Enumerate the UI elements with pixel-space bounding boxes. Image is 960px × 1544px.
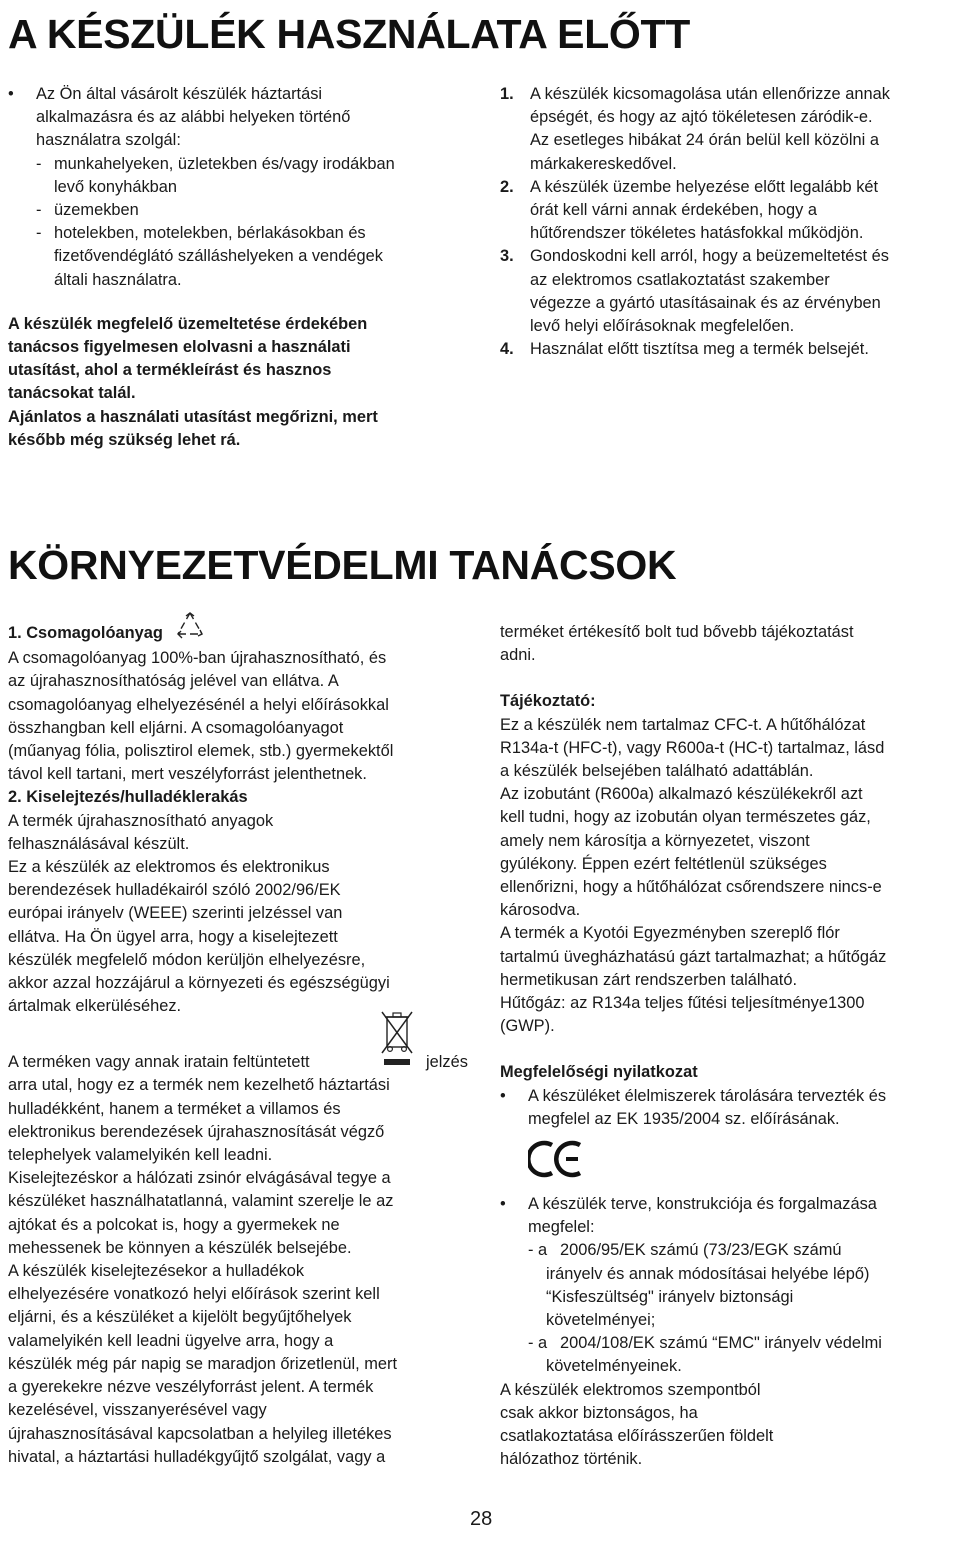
text-line: munkahelyeken, üzletekben és/vagy irodákban [54, 154, 395, 173]
text-line: A készülék megfelelő üzemeltetése érdekében [8, 314, 368, 333]
text-line: tartalmú üvegházhatású gázt tartalmazhat; a hűtőgáz [500, 947, 887, 966]
conformity-bullet [500, 1085, 958, 1131]
text-line: valamelyikén kell leadni ügyelve arra, hogy a [8, 1331, 334, 1350]
text-line: csomagolóanyag elhelyezésénél a helyi előírásokkal [8, 695, 389, 714]
intro-column-left [8, 83, 478, 452]
text-line: levő konyhákban [54, 177, 178, 196]
text-line: később még szükség lehet rá. [8, 430, 241, 449]
item-number: 2. [500, 177, 514, 196]
text-line: üzemekben [54, 201, 139, 220]
info-text [500, 714, 958, 1039]
text-line: A készülék üzembe helyezése előtt legalább két [530, 177, 879, 196]
page-number: 28 [470, 1508, 493, 1530]
text-line: A termék a Kyotói Egyezményben szereplő flór [500, 924, 840, 943]
keep-manual-advice [8, 406, 478, 452]
text-line: tanácsokat talál. [8, 384, 136, 403]
conformity-heading: Megfelelőségi nyilatkozat [500, 1063, 698, 1082]
text-line: csak akkor biztonságos, ha [500, 1403, 698, 1422]
text-line: európai irányelv (WEEE) szerinti jelzéssel van [8, 904, 343, 923]
item-number: 1. [500, 85, 514, 103]
text-line: megfelel: [528, 1218, 595, 1237]
text-line: Hűtőgáz: az R134a teljes fűtési teljesítménye1300 [500, 994, 865, 1013]
disposal-details [8, 1074, 478, 1468]
packaging-heading: 1. Csomagolóanyag [8, 623, 163, 642]
text-line: a gyerekekre nézve veszélyforrást jelent. A termék [8, 1378, 374, 1397]
ce-mark-icon [528, 1139, 588, 1186]
dash-mark: - [36, 154, 42, 173]
environment-column-right [500, 621, 958, 1472]
text-line: berendezések hulladékairól szóló 2002/96/EK [8, 881, 341, 900]
text-line: követelményei; [546, 1311, 656, 1330]
section-title-before-use: A KÉSZÜLÉK HASZNÁLATA ELŐTT [8, 11, 691, 57]
text-line: elektronikus berendezések újrahasznosítását végző [8, 1122, 385, 1141]
text-line: Az izobutánt (R600a) alkalmazó készülékekről azt [500, 785, 863, 804]
text-line: készüléket használhatatlanná, valamint szerelje le az [8, 1192, 394, 1211]
dash-mark: - [36, 201, 42, 220]
text-line: elhelyezésére vonatkozó helyi előírások szerint kell [8, 1285, 380, 1304]
text-line: A készülék elektromos szempontból [500, 1380, 761, 1399]
text-line: ellátva. Ha Ön ügyel arra, hogy a kiselejtezett [8, 927, 338, 946]
text-line: A csomagolóanyag 100%-ban újrahasznosítható, és [8, 649, 387, 668]
numbered-item [500, 176, 958, 246]
text-line: ajtókat és a polcokat is, hogy a gyermekek ne [8, 1215, 340, 1234]
text-line: általi használatra. [54, 270, 182, 289]
text-line: terméket értékesítő bolt tud bővebb tájékoztatást [500, 623, 854, 641]
text-line: hotelekben, motelekben, bérlakásokban és [54, 224, 366, 243]
text-line: követelményeinek. [546, 1357, 682, 1376]
recycle-icon [175, 612, 205, 647]
text-line: utasítást, ahol a termékleírást és hasznos [8, 361, 332, 380]
item-number: 3. [500, 247, 514, 266]
environment-column-left [8, 620, 478, 1469]
usage-dash-item [36, 199, 478, 222]
section-title-environment: KÖRNYEZETVÉDELMI TANÁCSOK [8, 542, 677, 588]
numbered-item [500, 338, 958, 361]
packaging-text [8, 647, 478, 786]
text-line: R134a-t (HFC-t), vagy R600a-t (HC-t) tartalmaz, lásd [500, 738, 885, 757]
numbered-item [500, 83, 958, 176]
text-line: arra utal, hogy ez a termék nem kezelhető háztartási [8, 1076, 390, 1095]
text-line: alkalmazásra és az alábbi helyeken történő [36, 108, 351, 127]
bullet-mark: • [500, 1086, 506, 1105]
text-line: csatlakoztatása előírásszerűen földelt [500, 1427, 774, 1446]
text-line: A készülék kicsomagolása után ellenőrizze annak [530, 85, 890, 103]
text-line: Ez a készülék nem tartalmaz CFC-t. A hűtőhálózat [500, 715, 866, 734]
text-line: hálózathoz történik. [500, 1450, 643, 1469]
text-line: 2006/95/EK számú (73/23/EGK számú [560, 1241, 842, 1260]
text-line: 2004/108/EK számú “EMC" irányelv védelmi [560, 1334, 882, 1353]
weee-bin-icon [380, 1011, 414, 1074]
text-line: Használat előtt tisztítsa meg a termék belsejét. [530, 340, 869, 359]
conformity-bullet [500, 1193, 958, 1239]
text-line: az újrahasznosíthatóság jelével van ellátva. A [8, 672, 339, 691]
usage-dash-item [36, 222, 478, 292]
text-line: tanácsos figyelmesen elolvasni a használati [8, 338, 351, 357]
text-line: kell tudni, hogy az izobután olyan természetes gáz, [500, 808, 871, 827]
text-line: távol kell tartani, mert veszélyforrást jelenthetnek. [8, 765, 367, 784]
electrical-safety-text [500, 1379, 958, 1472]
text-line: gyúlékony. Éppen ezért feltétlenül szükséges [500, 854, 827, 873]
text-line: A készüléket élelmiszerek tárolására tervezték és [528, 1086, 887, 1105]
text-line: “Kisfeszültség" irányelv biztonsági [546, 1287, 794, 1306]
text-line: felhasználásával készült. [8, 834, 190, 853]
text-line: márkakereskedővel. [530, 154, 677, 173]
text-line: akkor azzal hozzájárul a környezeti és egészségügyi [8, 974, 390, 993]
text-line: eljárni, és a készüléket a kijelölt begyűjtőhelyek [8, 1308, 352, 1327]
text-line: hulladékként, hanem a terméket a villamos és [8, 1099, 341, 1118]
operation-advice [8, 313, 478, 406]
text-line: A készülék terve, konstrukciója és forgalmazása [528, 1195, 877, 1214]
text-line: adni. [500, 646, 536, 665]
info-heading: Tájékoztató: [500, 692, 596, 711]
text-line: amely nem károsítja a környezetet, viszont [500, 831, 810, 850]
weee-text-before: A terméken vagy annak iratain feltüntetett [8, 1053, 310, 1072]
text-line: A termék újrahasznosítható anyagok [8, 811, 274, 830]
text-line: fizetővendéglátó szálláshelyeken a vendégek [54, 247, 383, 266]
bullet-mark: • [500, 1195, 506, 1214]
text-line: végezze a gyártó utasításainak és az érvényben [530, 293, 881, 312]
numbered-item [500, 245, 958, 338]
text-line: összhangban kell eljárni. A csomagolóanyagot [8, 718, 344, 737]
disposal-heading: 2. Kiselejtezés/hulladéklerakás [8, 788, 248, 807]
sub-mark: - a [528, 1241, 548, 1260]
text-line: hűtőrendszer tökéletes hatásfokkal működjön. [530, 224, 864, 243]
conformity-sub-item [528, 1332, 958, 1378]
text-line: ártalmak elkerüléséhez. [8, 997, 182, 1016]
text-line: Az esetleges hibákat 24 órán belül kell közölni a [530, 131, 879, 150]
text-line: az elektromos csatlakoztatást szakember [530, 270, 830, 289]
usage-bullet [8, 83, 478, 153]
text-line: irányelv és annak módosításai helyébe lépő) [546, 1264, 870, 1283]
text-line: épségét, és hogy az ajtó tökéletesen záródik-e. [530, 108, 873, 127]
text-line: Az Ön által vásárolt készülék háztartási [36, 85, 323, 103]
text-line: a készülék belsejében található adattáblán. [500, 762, 814, 781]
sub-mark: - a [528, 1334, 548, 1353]
dash-mark: - [36, 224, 42, 243]
text-line: órát kell várni annak érdekében, hogy a [530, 201, 818, 220]
weee-line [8, 1051, 478, 1074]
usage-dash-item [36, 153, 478, 199]
text-line: A készülék kiselejtezésekor a hulladékok [8, 1262, 305, 1281]
text-line: használatra szolgál: [36, 131, 181, 150]
text-line: Kiselejtezéskor a hálózati zsinór elvágásával tegye a [8, 1169, 391, 1188]
text-line: (műanyag fólia, polisztirol elemek, stb.) gyermekektől [8, 742, 394, 761]
text-line: ellenőrizni, hogy a hűtőhálózat csőrendszere nincs-e [500, 878, 882, 897]
text-line: megfelel az EK 1935/2004 sz. előírásának. [528, 1109, 840, 1128]
text-line: hivatal, a háztartási hulladékgyűjtő szolgálat, vagy a [8, 1447, 386, 1466]
text-line: Ajánlatos a használati utasítást megőrizni, mert [8, 407, 378, 426]
text-line: levő helyi előírásoknak megfelelően. [530, 317, 795, 336]
weee-text-after: jelzés [426, 1053, 468, 1072]
text-line: károsodva. [500, 901, 581, 920]
bullet-mark: • [8, 85, 14, 103]
item-number: 4. [500, 340, 514, 359]
text-line: újrahasznosításával kapcsolatban a helyileg illetékes [8, 1424, 392, 1443]
text-line: készülék megfelelő módon kerüljön elhelyezésre, [8, 950, 366, 969]
text-line: mehessenek be könnyen a készülék belsejébe. [8, 1238, 352, 1257]
continued-text [500, 621, 958, 667]
text-line: kezelésével, visszanyerésével vagy [8, 1401, 267, 1420]
conformity-sub-item [528, 1239, 958, 1332]
disposal-text [8, 810, 478, 1019]
intro-column-right [500, 83, 958, 361]
ce-mark-row [500, 1131, 958, 1193]
text-line: készülék még pár napig se maradjon őrizetlenül, mert [8, 1354, 398, 1373]
text-line: Gondoskodni kell arról, hogy a beüzemeltetést és [530, 247, 889, 266]
text-line: (GWP). [500, 1017, 555, 1036]
text-line: telephelyek valamelyikén kell leadni. [8, 1146, 273, 1165]
text-line: hermetikusan zárt rendszerben található. [500, 970, 798, 989]
text-line: Ez a készülék az elektromos és elektronikus [8, 858, 330, 877]
packaging-heading-row [8, 620, 478, 647]
